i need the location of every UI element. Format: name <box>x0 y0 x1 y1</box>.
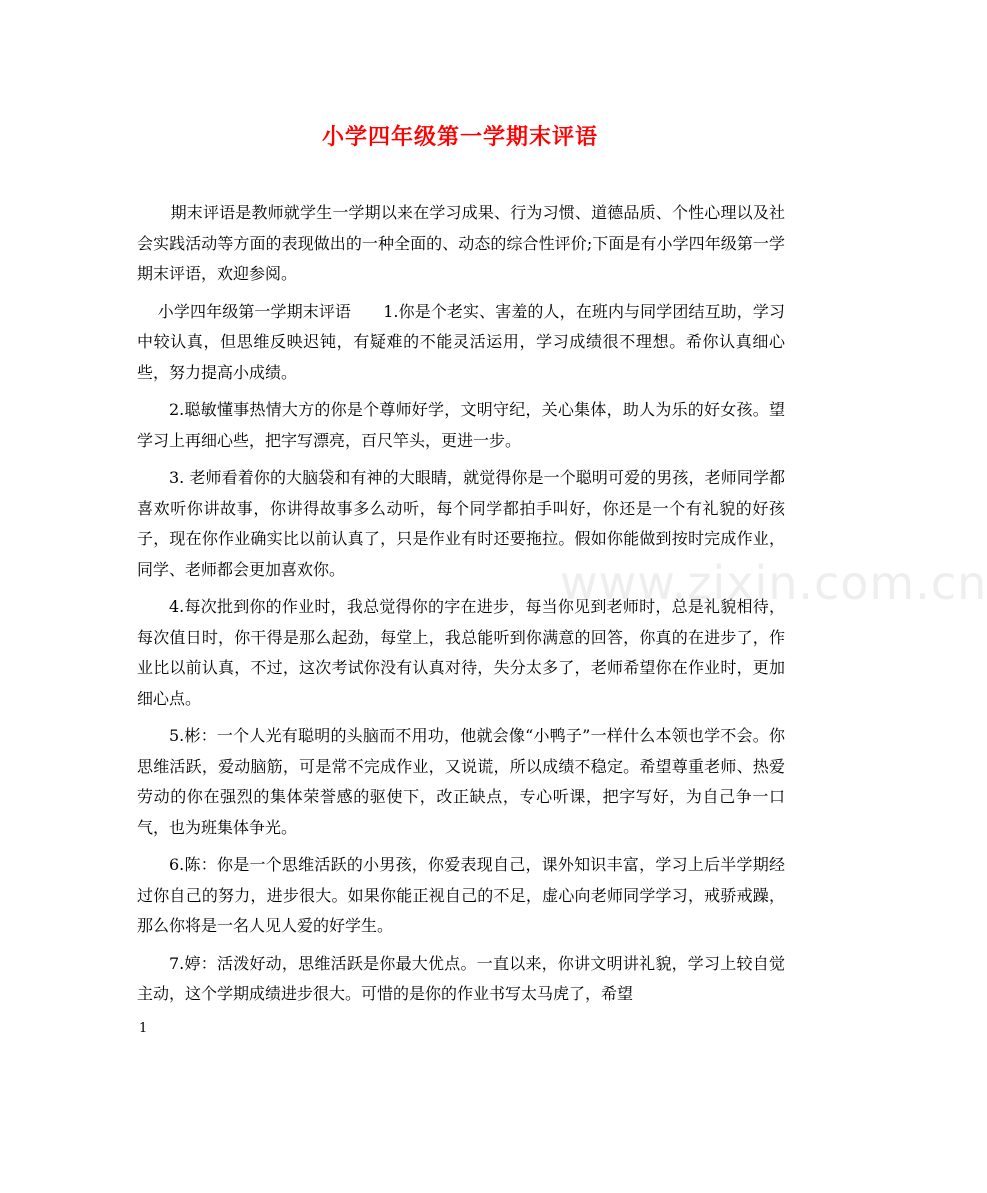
watermark: www.zixin.com.cn <box>560 556 987 610</box>
comment-paragraph-2: 2.聪敏懂事热情大方的你是个尊师好学，文明守纪，关心集体，助人为乐的好女孩。望学习上再细心些，把字写漂亮，百尺竿头，更进一步。 <box>137 400 785 450</box>
comment-paragraph-7: 7.婷：活泼好动，思维活跃是你最大优点。一直以来，你讲文明讲礼貌，学习上较自觉主动，这个学期成绩进步很大。可惜的是你的作业书写太马虎了，希望 <box>137 953 785 1003</box>
document-body <box>137 198 785 1017</box>
comment-paragraph-4: 4.每次批到你的作业时，我总觉得你的字在进步，每当你见到老师时，总是礼貌相待，每次值日时，你干得是那么起劲，每堂上，我总能听到你满意的回答，你真的在进步了，作业比以前认真，不过，这次考试你没有认真对待，失分太多了，老师希望你在作业时，更加细心点。 <box>137 597 785 708</box>
intro-paragraph: 期末评语是教师就学生一学期以来在学习成果、行为习惯、道德品质、个性心理以及社会实践活动等方面的表现做出的一种全面的、动态的综合性评价;下面是有小学四年级第一学期末评语，欢迎参阅。 <box>137 203 785 283</box>
page-title: 小学四年级第一学期末评语 <box>321 124 598 150</box>
comment-paragraph-3: 3. 老师看着你的大脑袋和有神的大眼睛，就觉得你是一个聪明可爱的男孩，老师同学都喜欢听你讲故事，你讲得故事多么动听，每个同学都拍手叫好，你还是一个有礼貌的好孩子，现在你作业确实比以前认真了，只是作业有时还要拖拉。假如你能做到按时完成作业，同学、老师都会更加喜欢你。 <box>137 468 785 579</box>
page-number: 1 <box>139 1021 148 1036</box>
comment-paragraph-5: 5.彬：一个人光有聪明的头脑而不用功，他就会像“小鸭子”一样什么本领也学不会。你思维活跃，爱动脑筋，可是常不完成作业，又说谎，所以成绩不稳定。希望尊重老师、热爱劳动的你在强烈的集体荣誉感的驱使下，改正缺点，专心听课，把字写好，为自己争一口气，也为班集体争光。 <box>137 726 785 837</box>
comment-paragraph-1: 小学四年级第一学期末评语 1.你是个老实、害羞的人，在班内与同学团结互助，学习中较认真，但思维反映迟钝，有疑难的不能灵活运用，学习成绩很不理想。希你认真细心些，努力提高小成绩。 <box>137 301 785 382</box>
comment-paragraph-6: 6.陈：你是一个思维活跃的小男孩，你爱表现自己，课外知识丰富，学习上后半学期经过你自己的努力，进步很大。如果你能正视自己的不足，虚心向老师同学学习，戒骄戒躁，那么你将是一名人见人爱的好学生。 <box>137 855 785 935</box>
